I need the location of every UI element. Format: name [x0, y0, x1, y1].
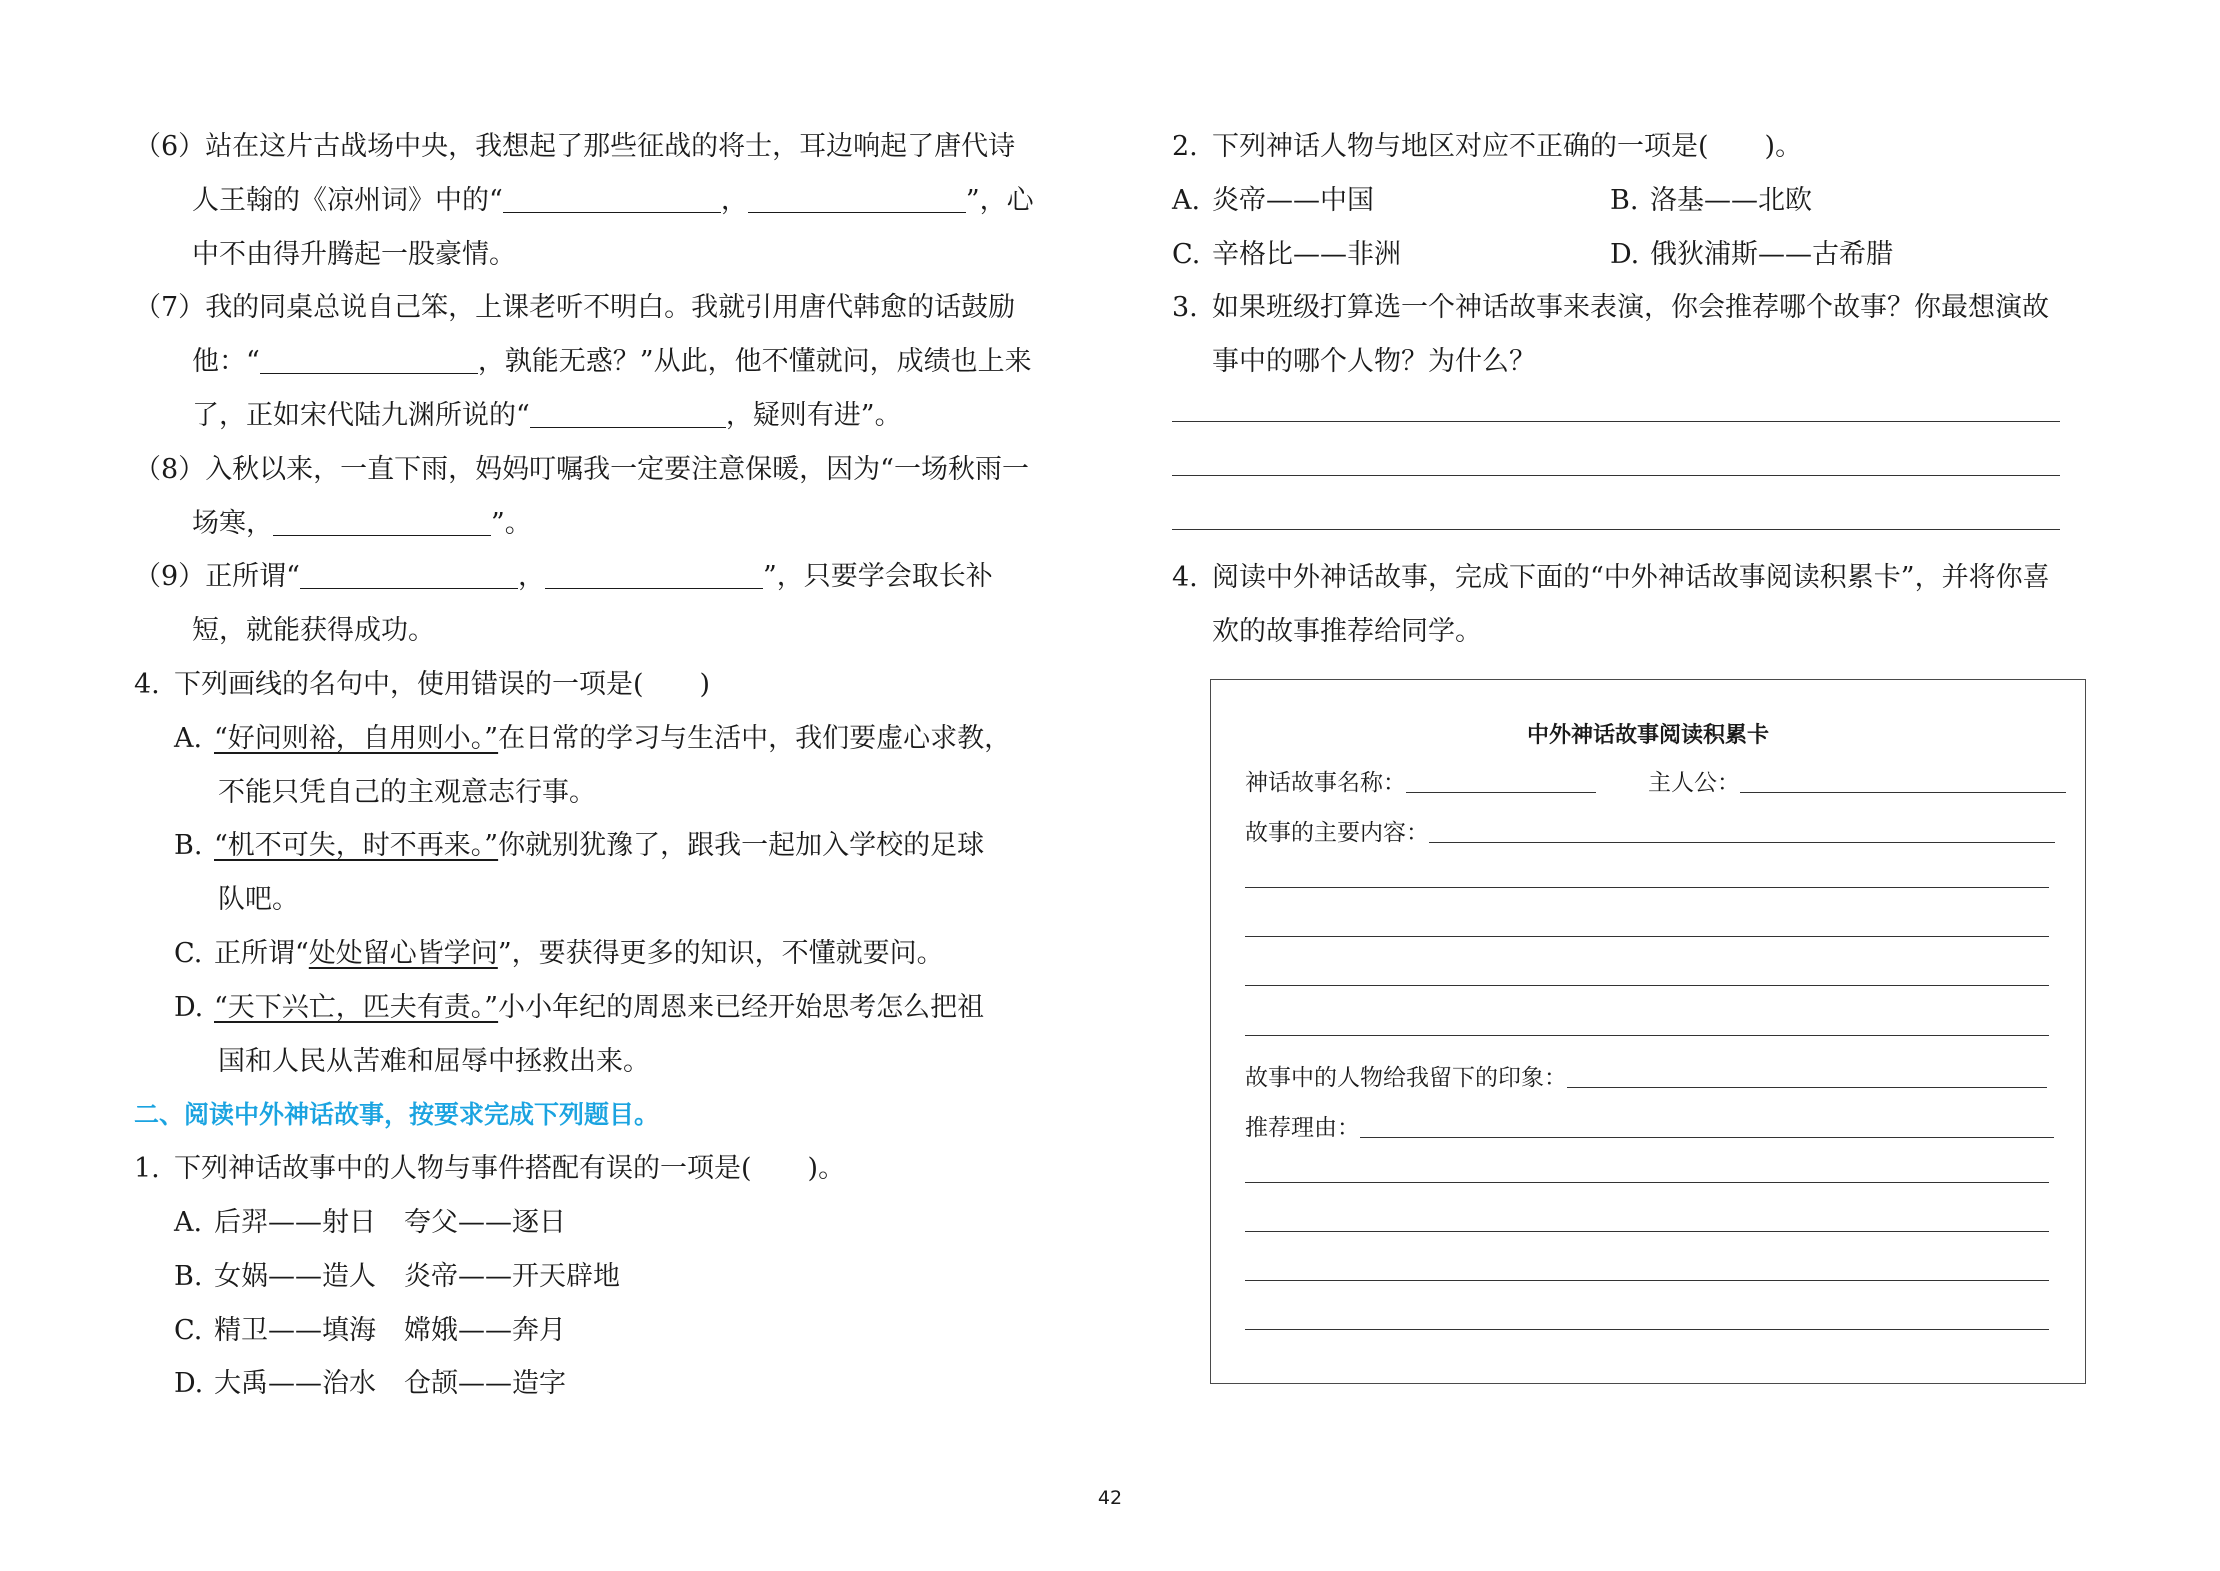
answer-line[interactable]	[1245, 1280, 2049, 1281]
reading-card	[1210, 679, 2086, 1384]
fill-blank[interactable]	[260, 345, 478, 374]
q8-line2: 场寒， ”。	[192, 507, 532, 539]
answer-line[interactable]	[1245, 1182, 2049, 1183]
answer-line[interactable]	[1245, 887, 2049, 888]
impression-field[interactable]	[1567, 1063, 2047, 1088]
underlined-quote: “好问则裕，自用则小。”	[214, 722, 499, 754]
q1-option-c: C. 精卫——填海 嫦娥——奔月	[174, 1314, 566, 1346]
q4-option-a-line2: 不能只凭自己的主观意志行事。	[218, 776, 596, 808]
q4-line2: 欢的故事推荐给同学。	[1212, 615, 1482, 647]
answer-line[interactable]	[1245, 985, 2049, 986]
answer-line[interactable]	[1172, 475, 2060, 476]
reason-field[interactable]	[1360, 1113, 2054, 1138]
fill-blank[interactable]	[503, 184, 721, 213]
card-content-row: 故事的主要内容：	[1245, 814, 2055, 847]
q4-option-d-line2: 国和人民从苦难和屈辱中拯救出来。	[218, 1045, 650, 1077]
page-number: 42	[1097, 1487, 1123, 1509]
answer-line[interactable]	[1245, 1231, 2049, 1232]
q1-stem: 1. 下列神话故事中的人物与事件搭配有误的一项是( )。	[134, 1142, 1068, 1196]
q6-number: （6）	[134, 131, 206, 162]
underlined-quote: “天下兴亡，匹夫有责。”	[214, 991, 499, 1023]
fill-blank[interactable]	[748, 184, 966, 213]
q9-number: （9）	[134, 561, 206, 593]
q6-line3: 中不由得升腾起一股豪情。	[192, 238, 516, 270]
q2-stem: 2. 下列神话人物与地区对应不正确的一项是( )。	[1172, 120, 2094, 174]
q1-number: 1.	[134, 1153, 160, 1185]
section-heading: 二、阅读中外神话故事，按要求完成下列题目。	[134, 1100, 660, 1130]
answer-line[interactable]	[1245, 936, 2049, 937]
q7-line3: 了，正如宋代陆九渊所说的“ ，疑则有进”。	[192, 399, 902, 431]
q2-number: 2.	[1172, 131, 1198, 162]
card-title: 中外神话故事阅读积累卡	[1526, 723, 1769, 748]
q9-line1: （9）正所谓“ ， ”，只要学会取长补	[134, 550, 1068, 604]
card-reason-row: 推荐理由：	[1245, 1109, 2054, 1142]
q9-line2: 短，就能获得成功。	[192, 615, 435, 647]
q4-option-a: A. “好问则裕，自用则小。”在日常的学习与生活中，我们要虚心求教，	[174, 722, 1012, 754]
card-impression-row: 故事中的人物给我留下的印象：	[1245, 1059, 2047, 1092]
fill-blank[interactable]	[273, 507, 491, 536]
q2-options-cd: C. 辛格比——非洲 D. 俄狄浦斯——古希腊	[1172, 238, 1893, 270]
q3-answer-area[interactable]	[1172, 389, 2094, 551]
q4-stem: 4. 下列画线的名句中，使用错误的一项是( )	[134, 658, 1068, 712]
underlined-quote: 处处留心皆学问	[308, 937, 498, 969]
underlined-quote: “机不可失，时不再来。”	[214, 830, 499, 862]
q7-number: （7）	[134, 292, 206, 324]
q2-options-ab: A. 炎帝——中国 B. 洛基——北欧	[1172, 184, 1812, 216]
q7-line1: （7）我的同桌总说自己笨，上课老听不明白。我就引用唐代韩愈的话鼓励	[134, 281, 1068, 335]
q4-line1: 4. 阅读中外神话故事，完成下面的“中外神话故事阅读积累卡”，并将你喜	[1172, 551, 2094, 605]
q6-line2: 人王翰的《凉州词》中的“ ， ”，心	[192, 184, 1034, 216]
q4-option-b-line2: 队吧。	[218, 884, 299, 916]
content-field[interactable]	[1429, 818, 2055, 843]
answer-line[interactable]	[1245, 1035, 2049, 1036]
story-name-field[interactable]	[1406, 768, 1596, 793]
q4-option-d: D. “天下兴亡，匹夫有责。”小小年纪的周恩来已经开始思考怎么把祖	[174, 991, 985, 1023]
answer-line[interactable]	[1172, 421, 2060, 422]
q3-number: 3.	[1172, 292, 1198, 324]
q6-line1: （6）站在这片古战场中央，我想起了那些征战的将士，耳边响起了唐代诗	[134, 120, 1068, 174]
q4-option-c: C. 正所谓“处处留心皆学问”，要获得更多的知识，不懂就要问。	[174, 937, 944, 969]
q1-option-a: A. 后羿——射日 夸父——逐日	[174, 1206, 566, 1238]
card-name-row: 神话故事名称： 主人公：	[1245, 764, 2066, 797]
q8-number: （8）	[134, 453, 206, 485]
fill-blank[interactable]	[530, 399, 726, 428]
q3-line2: 事中的哪个人物？为什么？	[1212, 346, 1536, 378]
q3-line1: 3. 如果班级打算选一个神话故事来表演，你会推荐哪个故事？你最想演故	[1172, 281, 2094, 335]
hero-field[interactable]	[1740, 768, 2066, 793]
fill-blank[interactable]	[300, 560, 518, 589]
q1-option-b: B. 女娲——造人 炎帝——开天辟地	[174, 1260, 620, 1292]
left-column	[134, 120, 1068, 1411]
q7-line2: 他：“ ，孰能无惑？”从此，他不懂就问，成绩也上来	[192, 346, 1032, 378]
q4-number: 4.	[134, 668, 160, 700]
q8-line1: （8）入秋以来，一直下雨，妈妈叮嘱我一定要注意保暖，因为“一场秋雨一	[134, 443, 1068, 497]
fill-blank[interactable]	[545, 560, 763, 589]
q4-option-b: B. “机不可失，时不再来。”你就别犹豫了，跟我一起加入学校的足球	[174, 830, 985, 862]
q4r-number: 4.	[1172, 561, 1198, 593]
answer-line[interactable]	[1245, 1329, 2049, 1330]
q1-option-d: D. 大禹——治水 仓颉——造字	[174, 1368, 566, 1400]
right-column	[1172, 120, 2094, 659]
answer-line[interactable]	[1172, 529, 2060, 530]
